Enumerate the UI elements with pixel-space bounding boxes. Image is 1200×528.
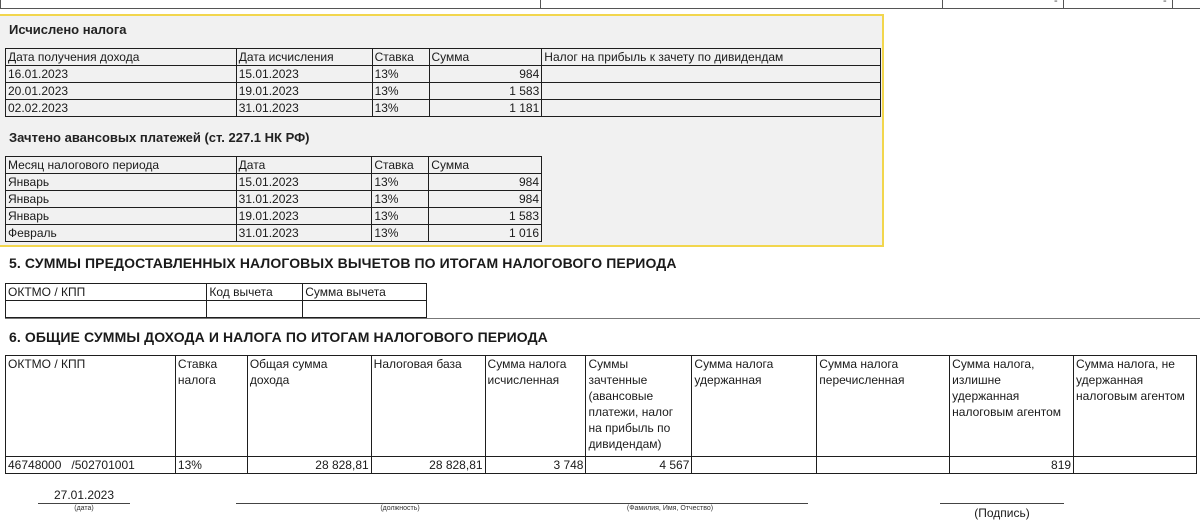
- header-cell: Ставка: [372, 157, 429, 174]
- advance-payments-title: Зачтено авансовых платежей (ст. 227.1 НК РФ): [9, 130, 310, 145]
- calculated-tax-panel: [0, 14, 884, 247]
- table-row: [6, 66, 881, 83]
- position-caption: (должность): [380, 505, 420, 512]
- table-cell: 15.01.2023: [236, 174, 372, 191]
- header-cell: Сумма налога исчисленная: [485, 356, 586, 457]
- table-cell: 13%: [372, 66, 429, 83]
- table-cell: Январь: [6, 174, 237, 191]
- table-cell: [303, 301, 427, 318]
- table-header-row: [6, 356, 1197, 457]
- table-cell: 31.01.2023: [236, 191, 372, 208]
- section6-title: 6. ОБЩИЕ СУММЫ ДОХОДА И НАЛОГА ПО ИТОГАМ НАЛОГОВОГО ПЕРИОДА: [9, 329, 548, 345]
- table-row: [6, 100, 881, 117]
- table-cell: 819: [950, 457, 1074, 474]
- table-row: [6, 174, 542, 191]
- table-cell: Февраль: [6, 225, 237, 242]
- table-row: [6, 208, 542, 225]
- table-cell: 19.01.2023: [236, 83, 372, 100]
- calculated-tax-table: [5, 48, 881, 117]
- header-cell: Дата: [236, 157, 372, 174]
- header-cell: Сумма налога, излишне удержанная налоговым агентом: [950, 356, 1074, 457]
- table-cell: [542, 83, 881, 100]
- header-cell: Дата получения дохода: [6, 49, 237, 66]
- remnant-dash: -: [1054, 0, 1058, 7]
- table-cell: 13%: [372, 225, 429, 242]
- table-row: [6, 191, 542, 208]
- table-cell: 20.01.2023: [6, 83, 237, 100]
- table-cell: 1 181: [429, 100, 542, 117]
- table-cell: 13%: [175, 457, 247, 474]
- table-cell: 3 748: [485, 457, 586, 474]
- header-cell: Ставка: [372, 49, 429, 66]
- table-row: [6, 83, 881, 100]
- table-cell: 31.01.2023: [236, 225, 372, 242]
- table-cell: 4 567: [586, 457, 692, 474]
- header-cell: ОКТМО / КПП: [6, 284, 207, 301]
- table-cell: 13%: [372, 208, 429, 225]
- table-cell: [207, 301, 303, 318]
- table-cell: 1 583: [429, 208, 542, 225]
- table-header-row: [6, 284, 427, 301]
- table-cell: [6, 301, 207, 318]
- table-cell: Январь: [6, 191, 237, 208]
- table-cell: 28 828,81: [371, 457, 485, 474]
- signature-line: [940, 503, 1064, 504]
- header-cell: Суммы зачтенные (авансовые платежи, налог на прибыль по дивидендам): [586, 356, 692, 457]
- table-cell: [542, 66, 881, 83]
- table-cell: 984: [429, 191, 542, 208]
- header-cell: Налог на прибыль к зачету по дивидендам: [542, 49, 881, 66]
- table-cell: 13%: [372, 191, 429, 208]
- header-cell: Сумма налога, не удержанная налоговым агентом: [1074, 356, 1197, 457]
- table-cell: 13%: [372, 174, 429, 191]
- header-cell: Дата исчисления: [236, 49, 372, 66]
- signature-date: 27.01.2023: [53, 488, 115, 502]
- header-cell: Налоговая база: [371, 356, 485, 457]
- header-cell: Сумма налога удержанная: [692, 356, 817, 457]
- table-cell: 984: [429, 174, 542, 191]
- signature-caption: (Подпись): [974, 506, 1030, 520]
- header-cell: Ставка налога: [175, 356, 247, 457]
- name-caption: (Фамилия, Имя, Отчество): [626, 505, 714, 512]
- table-cell: 31.01.2023: [236, 100, 372, 117]
- advance-payments-table: [5, 156, 542, 242]
- header-cell: Сумма налога перечисленная: [817, 356, 950, 457]
- header-cell: Код вычета: [207, 284, 303, 301]
- table-cell: 46748000 /502701001: [6, 457, 176, 474]
- table-cell: [817, 457, 950, 474]
- table-cell: [692, 457, 817, 474]
- table-cell: 1 016: [429, 225, 542, 242]
- table-cell: 15.01.2023: [236, 66, 372, 83]
- header-cell: Сумма: [429, 157, 542, 174]
- deductions-table: [5, 283, 427, 318]
- table-cell: Январь: [6, 208, 237, 225]
- table-row: [6, 457, 1197, 474]
- table-cell: [542, 100, 881, 117]
- table-header-row: [6, 49, 881, 66]
- previous-table-remnant: [0, 0, 1200, 10]
- section-divider: [5, 318, 1200, 319]
- table-cell: 19.01.2023: [236, 208, 372, 225]
- header-cell: Сумма: [429, 49, 542, 66]
- header-cell: Общая сумма дохода: [247, 356, 371, 457]
- date-caption: (дата): [74, 505, 94, 512]
- header-cell: ОКТМО / КПП: [6, 356, 176, 457]
- table-cell: 16.01.2023: [6, 66, 237, 83]
- header-cell: Месяц налогового периода: [6, 157, 237, 174]
- totals-table: [5, 355, 1197, 474]
- table-cell: 28 828,81: [247, 457, 371, 474]
- table-cell: 13%: [372, 83, 429, 100]
- table-cell: 13%: [372, 100, 429, 117]
- table-cell: 984: [429, 66, 542, 83]
- table-row: [6, 301, 427, 318]
- table-cell: 1 583: [429, 83, 542, 100]
- remnant-dash: -: [1163, 0, 1167, 7]
- table-cell: [1074, 457, 1197, 474]
- table-cell: 02.02.2023: [6, 100, 237, 117]
- table-header-row: [6, 157, 542, 174]
- position-name-line: [236, 503, 808, 504]
- header-cell: Сумма вычета: [303, 284, 427, 301]
- date-line: [38, 503, 130, 504]
- section5-title: 5. СУММЫ ПРЕДОСТАВЛЕННЫХ НАЛОГОВЫХ ВЫЧЕТОВ ПО ИТОГАМ НАЛОГОВОГО ПЕРИОДА: [9, 255, 677, 271]
- calculated-tax-title: Исчислено налога: [9, 22, 127, 37]
- table-row: [6, 225, 542, 242]
